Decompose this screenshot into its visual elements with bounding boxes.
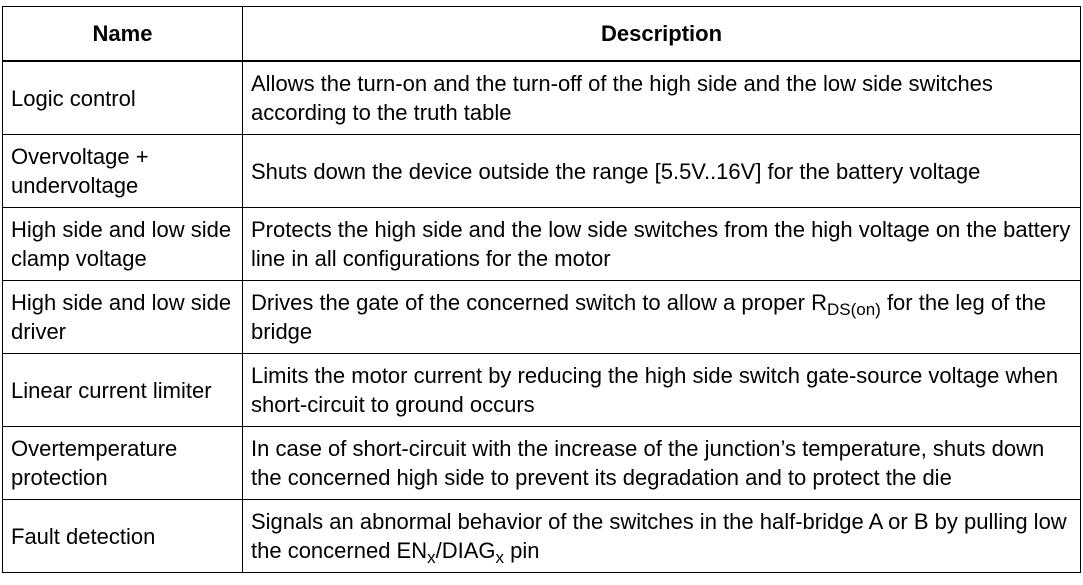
description-text: Signals an abnormal behavior of the switches in the half-bridge A or B by pulling low the concerned EN [251,509,1067,563]
table-row [3,281,1081,354]
row-description [243,281,1081,354]
header-description: Description [243,7,1081,62]
row-description: Protects the high side and the low side switches from the high voltage on the battery line in all configurations for the motor [243,208,1081,281]
row-name: Logic control [3,61,243,135]
description-text: for the leg of the bridge [251,290,1046,344]
row-name: High side and low side driver [3,281,243,354]
table-row [3,354,1081,427]
row-description: Allows the turn-on and the turn-off of the high side and the low side switches according to the truth table [243,61,1081,135]
table-row [3,208,1081,281]
row-name: High side and low side clamp voltage [3,208,243,281]
header-name: Name [3,7,243,62]
row-description [243,500,1081,573]
row-description: In case of short-circuit with the increase of the junction’s temperature, shuts down the concerned high side to prevent its degradation and to protect the die [243,427,1081,500]
subscript-text: x [427,548,436,567]
row-name: Overvoltage + undervoltage [3,135,243,208]
table-row [3,61,1081,135]
row-name: Overtemperature protection [3,427,243,500]
row-name: Fault detection [3,500,243,573]
block-description-table [2,6,1081,573]
row-description: Shuts down the device outside the range [5.5V..16V] for the battery voltage [243,135,1081,208]
description-text: pin [504,538,540,563]
description-text: /DIAG [435,538,496,563]
table-row [3,500,1081,573]
row-description: Limits the motor current by reducing the high side switch gate-source voltage when short-circuit to ground occurs [243,354,1081,427]
description-text: Drives the gate of the concerned switch to allow a proper R [251,290,827,315]
row-name: Linear current limiter [3,354,243,427]
subscript-text: x [495,548,505,567]
subscript-text: DS(on) [826,300,881,319]
table-header-row [3,7,1081,62]
table-row [3,427,1081,500]
table-row [3,135,1081,208]
